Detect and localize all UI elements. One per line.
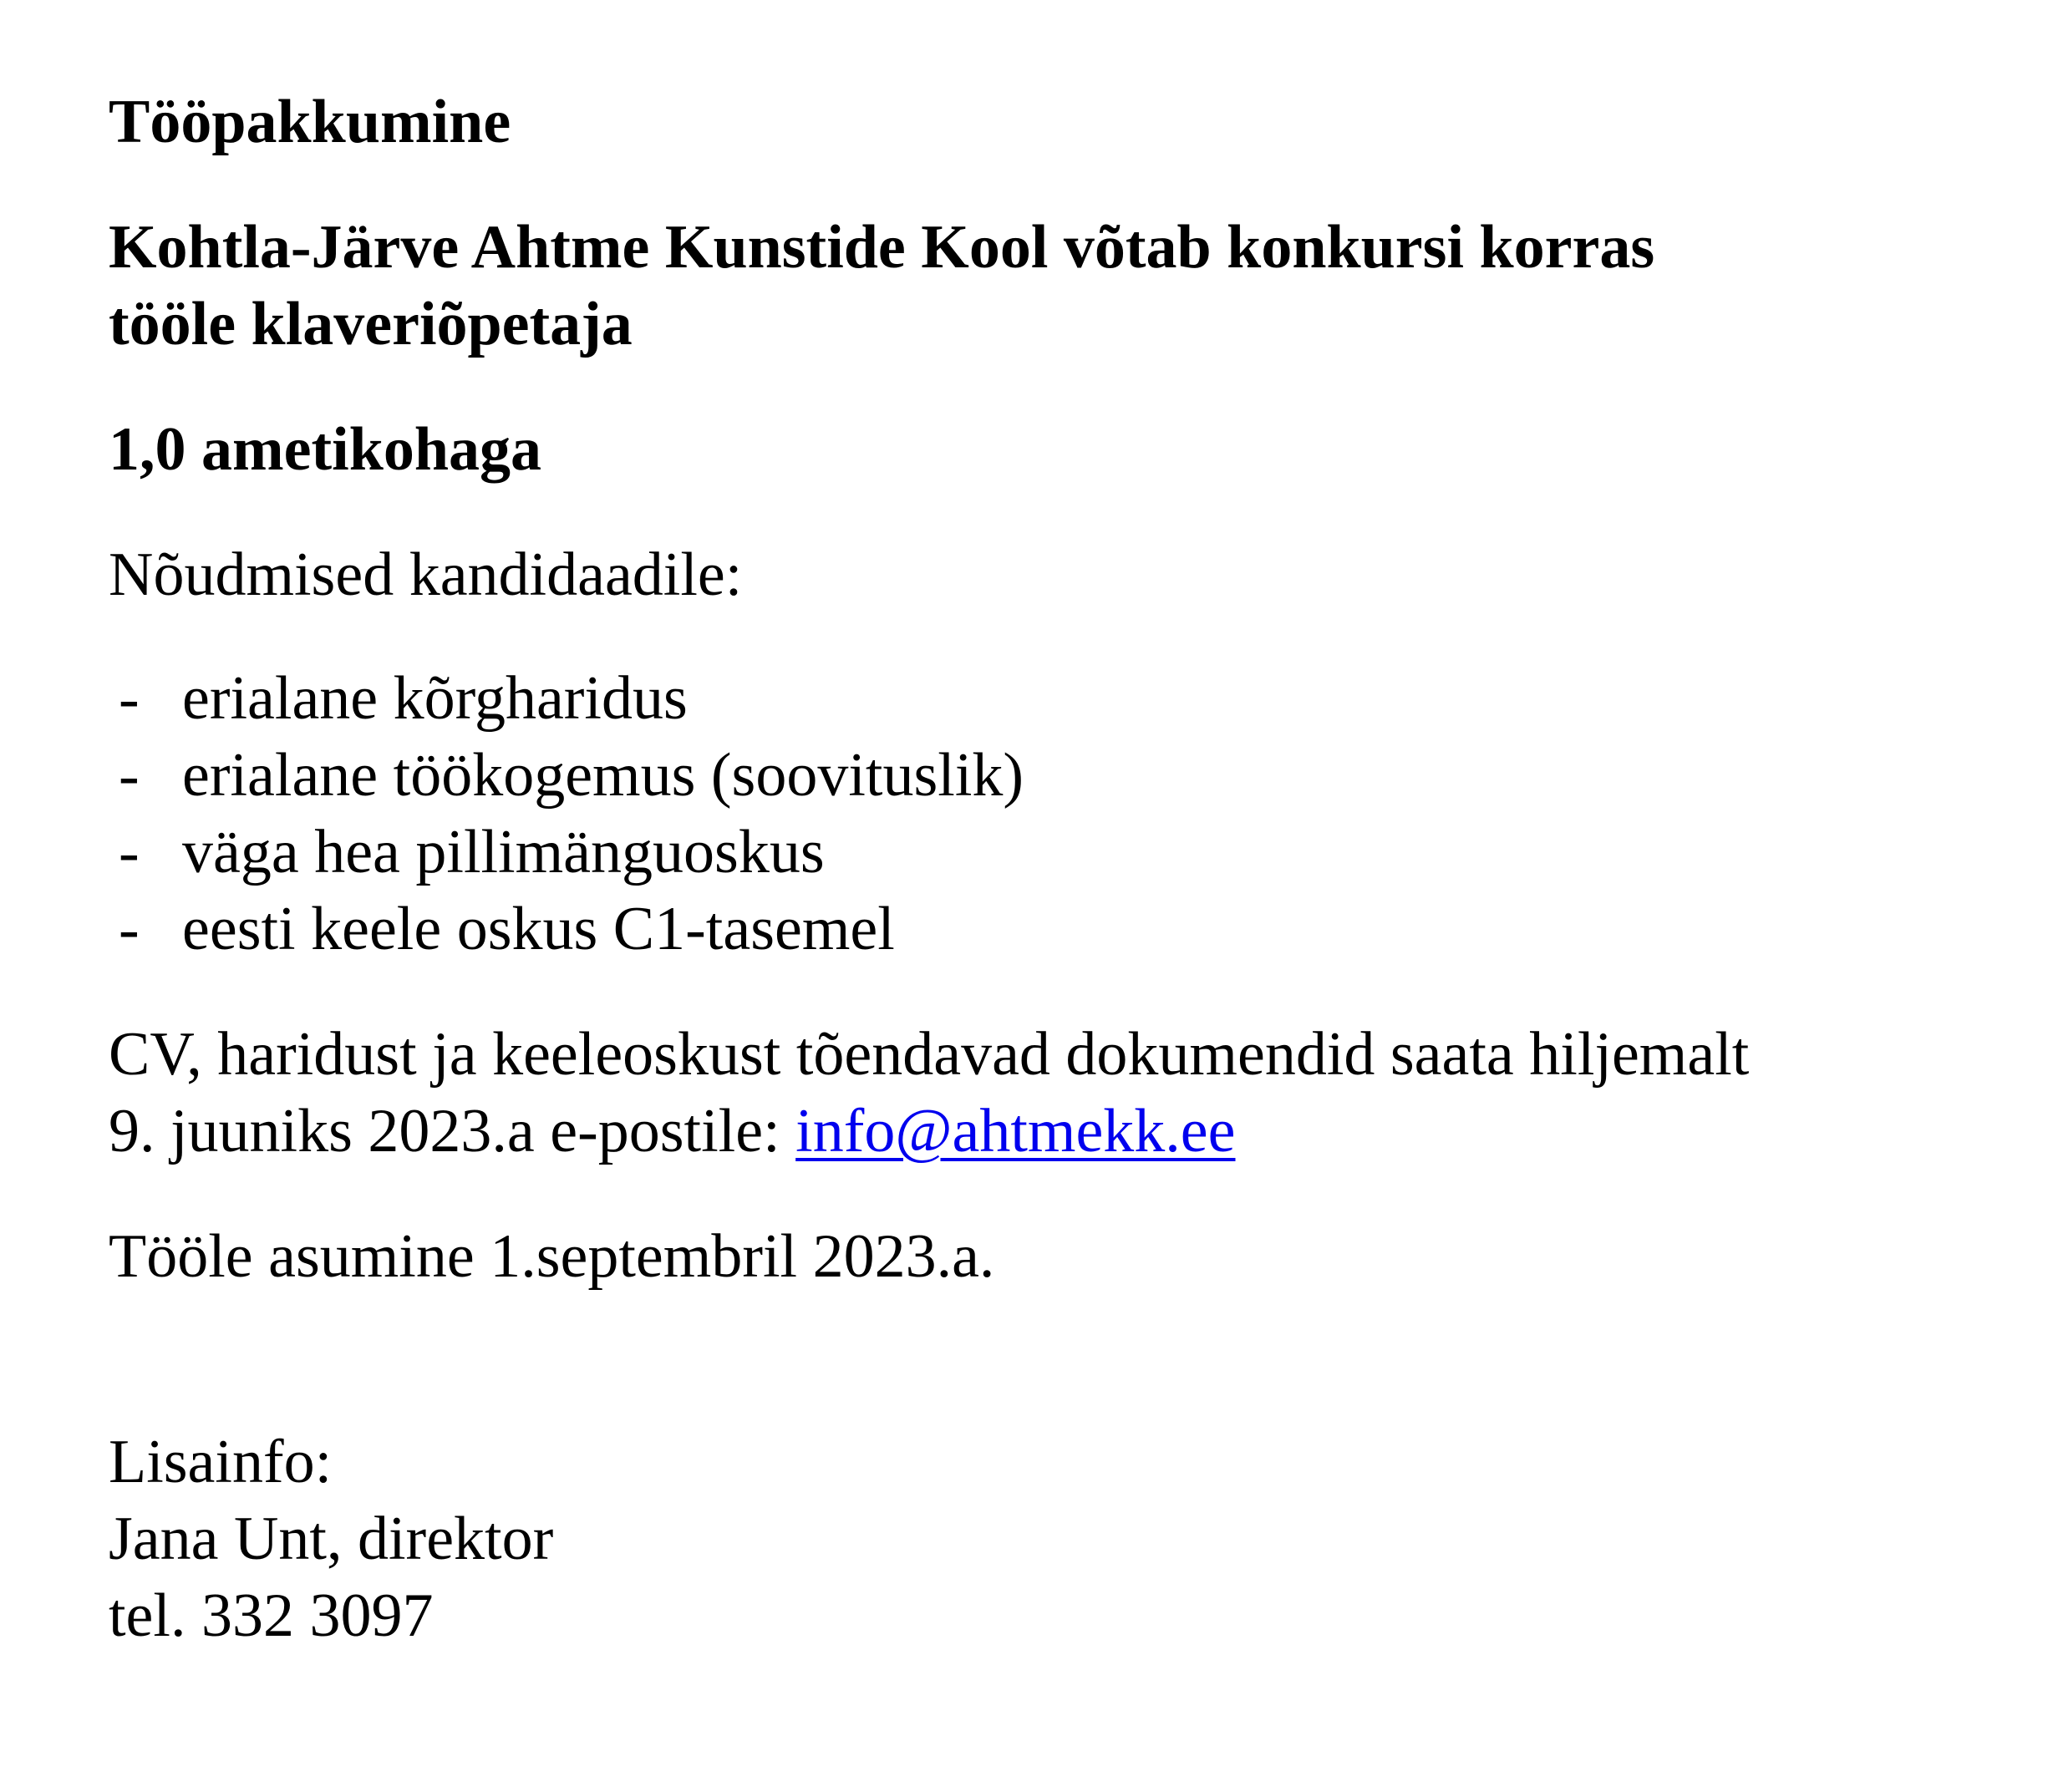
contact-phone: tel. 332 3097 bbox=[109, 1581, 434, 1650]
list-bullet: - bbox=[119, 664, 140, 733]
requirement-text: erialane töökogemus (soovituslik) bbox=[182, 741, 1024, 810]
position-workload: 1,0 ametikohaga bbox=[109, 415, 541, 484]
requirement-text: erialane kõrgharidus bbox=[182, 664, 688, 733]
application-line-2 bbox=[109, 1093, 1236, 1170]
document-title: Tööpakkumine bbox=[109, 88, 511, 156]
requirement-text: eesti keele oskus C1-tasemel bbox=[182, 895, 895, 963]
list-bullet: - bbox=[119, 895, 140, 963]
contact-person: Jana Unt, direktor bbox=[109, 1505, 554, 1573]
email-link[interactable]: info@ahtmekk.ee bbox=[795, 1097, 1236, 1165]
application-line-1: CV, haridust ja keeleoskust tõendavad dokumendid saata hiljemalt bbox=[109, 1020, 1750, 1089]
list-bullet: - bbox=[119, 818, 140, 886]
application-deadline-text: 9. juuniks 2023.a e-postile: bbox=[109, 1097, 796, 1165]
list-item bbox=[119, 660, 688, 737]
headline-line-2: tööle klaveriõpetaja bbox=[109, 290, 633, 358]
start-date: Tööle asumine 1.septembril 2023.a. bbox=[109, 1222, 995, 1291]
contact-heading: Lisainfo: bbox=[109, 1428, 333, 1496]
list-item bbox=[119, 737, 1024, 814]
requirement-text: väga hea pillimänguoskus bbox=[182, 818, 825, 886]
requirements-heading: Nõudmised kandidaadile: bbox=[109, 541, 743, 609]
list-item bbox=[119, 814, 825, 891]
headline-line-1: Kohtla-Järve Ahtme Kunstide Kool võtab konkursi korras bbox=[109, 213, 1655, 282]
list-bullet: - bbox=[119, 741, 140, 810]
list-item bbox=[119, 891, 895, 967]
